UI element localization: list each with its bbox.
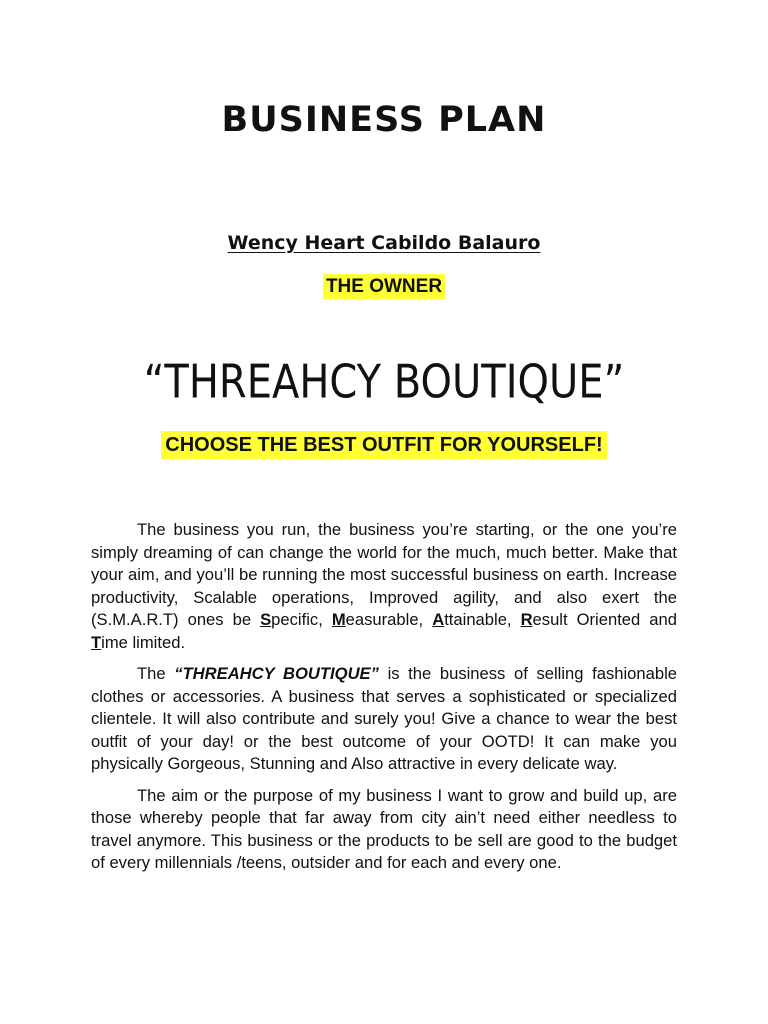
owner-role-highlight: THE OWNER [323, 274, 445, 299]
author-name [0, 232, 768, 254]
brand-name: “THREAHCY BOUTIQUE” [143, 356, 625, 409]
paragraph-3 [91, 785, 677, 875]
document-title: BUSINESS PLAN [221, 100, 547, 140]
smart-r-rest: esult Oriented and [532, 610, 677, 629]
smart-t-rest: ime limited. [101, 632, 186, 652]
smart-a-rest: ttainable, [444, 610, 521, 629]
paragraph-2-brand: “THREAHCY BOUTIQUE” [174, 664, 379, 683]
smart-s-letter: S [260, 610, 272, 629]
smart-r-letter: R [520, 610, 533, 629]
smart-t-letter: T [91, 632, 102, 652]
smart-s-rest: pecific, [271, 610, 332, 629]
paragraph-1-text: The business you run, the business you’re starting, or the one you’re simply dreaming of can change the world for the much, much better. Make that your aim, and you’ll be running the most successful business on earth. Increase productivity, Scalable operations, Improved agility, and also exert the (S.M.A.R.T) ones be [91, 520, 677, 629]
smart-a-letter: A [432, 610, 445, 629]
author-name-text: Wency Heart Cabildo Balauro [227, 232, 541, 254]
paragraph-2 [91, 663, 677, 776]
smart-m-rest: easurable, [345, 610, 433, 629]
paragraph-1 [91, 519, 677, 654]
body-text [91, 519, 677, 884]
tagline-highlight: CHOOSE THE BEST OUTFIT FOR YOURSELF! [161, 431, 606, 459]
paragraph-2-text: is the business of selling fashionable clothes or accessories. A business that serves a sophisticated or specialized clientele. It will also contribute and surely you! Give a chance to wear the best outfit of your day! or the best outcome of your OOTD! It can make you physically Gorgeous, Stunning and Also attractive in every delicate way. [91, 664, 677, 773]
paragraph-3-text: The aim or the purpose of my business I want to grow and build up, are those whereby people that far away from city ain’t need either needless to travel anymore. This business or the products to be sell are good to the budget of every millennials /teens, outsider and for each and every one. [91, 785, 677, 872]
paragraph-2-lead: The [137, 664, 175, 683]
owner-role [0, 276, 768, 298]
smart-m-letter: M [331, 610, 346, 629]
tagline [0, 434, 768, 457]
